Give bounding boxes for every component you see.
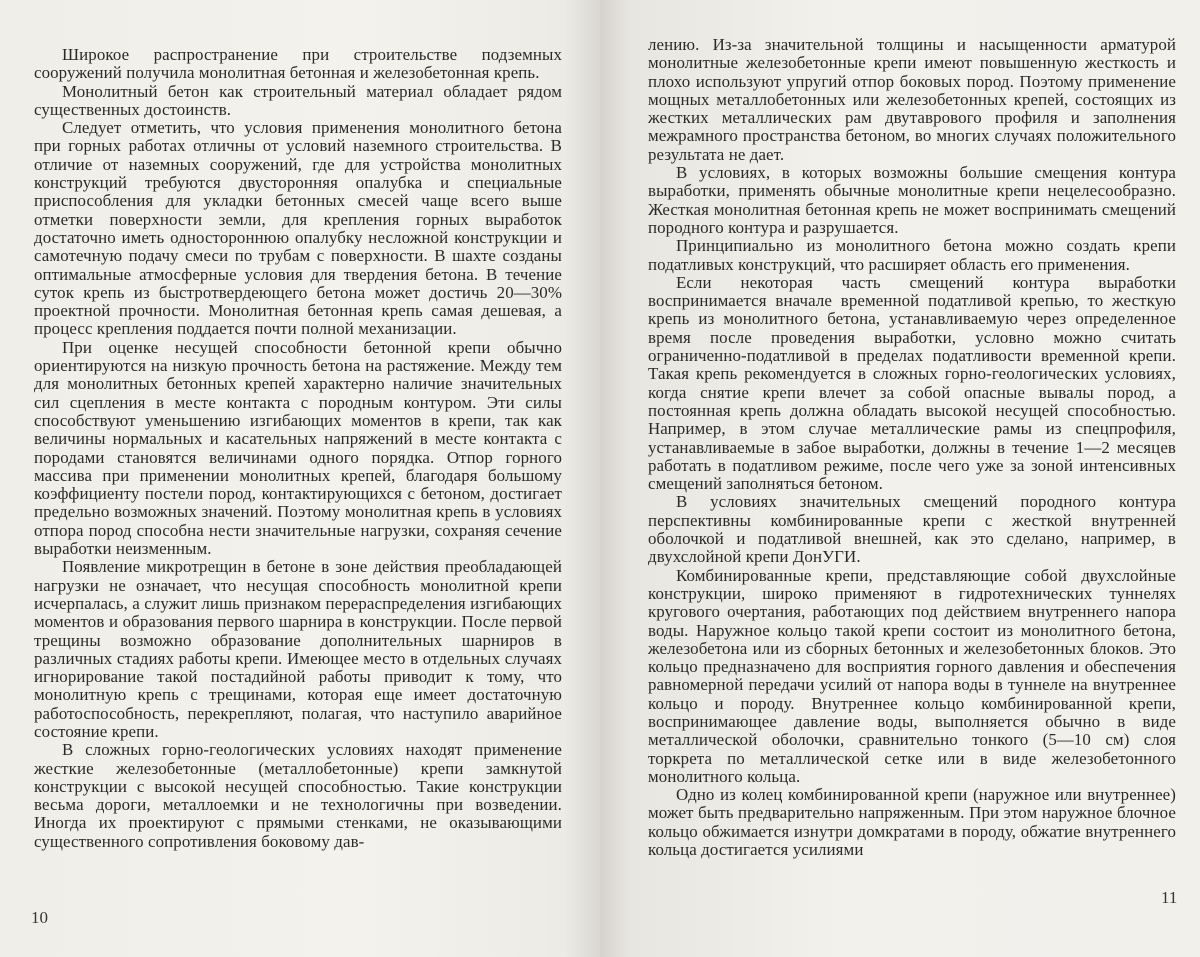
paragraph: Комбинированные крепи, представляющие собой двухслойные конструкции, широко применяют в гидротехнических туннелях кругового очертания, работающих под действием внутреннего напора воды. Наружное кольцо такой крепи состоит из монолитного бетона, железобетона или из сборных бетонных и железобетонных блоков. Это кольцо предназначено для восприятия горного давления и обеспечения равномерной передачи усилий от напора воды в туннеле на внутреннее кольцо и породу. Внутреннее кольцо комбинированной крепи, воспринимающее давление воды, выполняется обычно в виде металлической оболочки, сравнительно тонкого (5—10 см) слоя торкрета по металлической сетке или в виде железобетонного монолитного кольца.	[648, 565, 1176, 786]
paragraph: Если некоторая часть смещений контура выработки воспринимается вначале временной податливой крепью, то жесткую крепь из монолитного бетона, устанавливаемую через определенное время после проведения выработки, условно можно считать ограниченно-податливой в пределах податливости временной крепи. Такая крепь рекомендуется в сложных горно-геологических условиях, когда снятие крепи влечет за собой опасные вывалы пород, а постоянная крепь должна обладать высокой несущей способностью. Например, в этом случае металлические рамы из спецпрофиля, устанавливаемые в забое выработки, должны в течение 1—2 месяцев работать в податливом режиме, после чего уже за зоной интенсивных смещений заполняться бетоном.	[648, 272, 1176, 494]
paragraph: В условиях значительных смещений породного контура перспективны комбинированные крепи с жесткой внутренней оболочкой и податливой внешней, как это сделано, например, в двухслойной крепи ДонУГИ.	[648, 492, 1176, 567]
paragraph: В условиях, в которых возможны большие смещения контура выработки, применять обычные монолитные крепи нецелесообразно. Жесткая монолитная бетонная крепь не может воспринимать смещений породного контура и разрушается.	[648, 163, 1176, 237]
paragraph: При оценке несущей способности бетонной крепи обычно ориентируются на низкую прочность бетона на растяжение. Между тем для монолитных бетонных крепей характерно наличие значительных сил сцепления в месте контакта с породным контуром. Эти силы способствуют уменьшению изгибающих моментов в крепи, так как величины нормальных и касательных напряжений в месте контакта с породами становятся величинами одного порядка. Отпор горного массива при применении монолитных крепей, благодаря большому коэффициенту постели пород, контактирующихся с бетоном, достигает предельно возможных значений. Поэтому монолитная крепь в условиях отпора пород способна нести значительные нагрузки, сохраняя сечение выработки неизменным.	[34, 337, 562, 559]
paragraph: Появление микротрещин в бетоне в зоне действия преобладающей нагрузки не означает, что несущая способность монолитной крепи исчерпалась, а служит лишь признаком перераспределения изгибающих моментов и образования первого шарнира в конструкции. После первой трещины возможно образование дополнительных шарниров в различных стадиях работы крепи. Имеющее место в отдельных случаях игнорирование такой постадийной работы приводит к тому, что монолитную крепь с трещинами, которая еще имеет достаточную работоспособность, перекрепляют, полагая, что наступило аварийное состояние крепи.	[34, 557, 562, 741]
right-page-text	[648, 36, 1176, 859]
right-page	[600, 0, 1200, 957]
paragraph: В сложных горно-геологических условиях находят применение жесткие железобетонные (металлобетонные) крепи замкнутой конструкции с высокой несущей способностью. Такие конструкции весьма дороги, металлоемки и не технологичны при возведении. Иногда их проектируют с прямыми стенками, не оказывающими существенного сопротивления боковому дав-	[34, 740, 562, 851]
paragraph: Одно из колец комбинированной крепи (наружное или внутреннее) может быть предварительно напряженным. При этом наружное блочное кольцо обжимается изнутри домкратами в породу, обжатие внутреннего кольца достигается усилиями	[648, 785, 1176, 860]
paragraph: Следует отметить, что условия применения монолитного бетона при горных работах отличны от условий наземного строительства. В отличие от наземных сооружений, где для устройства монолитных конструкций требуются двусторонняя опалубка и специальные приспособления для укладки бетонных смесей чаще всего выше отметки поверхности земли, для крепления горных выработок достаточно иметь одностороннюю опалубку несложной конструкции и самотечную подачу смеси по трубам с поверхности. В шахте созданы оптимальные атмосферные условия для твердения бетона. В течение суток крепь из быстротвердеющего бетона может достичь 20—30% проектной прочности. Монолитная бетонная крепь самая дешевая, а процесс крепления поддается почти полной механизации.	[34, 118, 562, 339]
left-page-text	[34, 46, 562, 851]
paragraph: Монолитный бетон как строительный материал обладает рядом существенных достоинств.	[34, 81, 562, 119]
paragraph-continuation: лению. Из-за значительной толщины и насыщенности арматурой монолитные железобетонные крепи имеют повышенную жесткость и плохо используют упругий отпор боковых пород. Поэтому применение мощных металлобетонных или железобетонных крепей, состоящих из жестких металлических рам двутаврового профиля и заполнения межрамного пространства бетоном, во многих случаях положительного результата не дает.	[648, 35, 1176, 164]
page-number: 11	[1161, 888, 1178, 907]
paragraph: Широкое распространение при строительстве подземных сооружений получила монолитная бетонная и железобетонная крепь.	[34, 45, 562, 83]
page-number: 10	[31, 908, 48, 927]
paragraph: Принципиально из монолитного бетона можно создать крепи податливых конструкций, что расширяет область его применения.	[648, 236, 1176, 274]
